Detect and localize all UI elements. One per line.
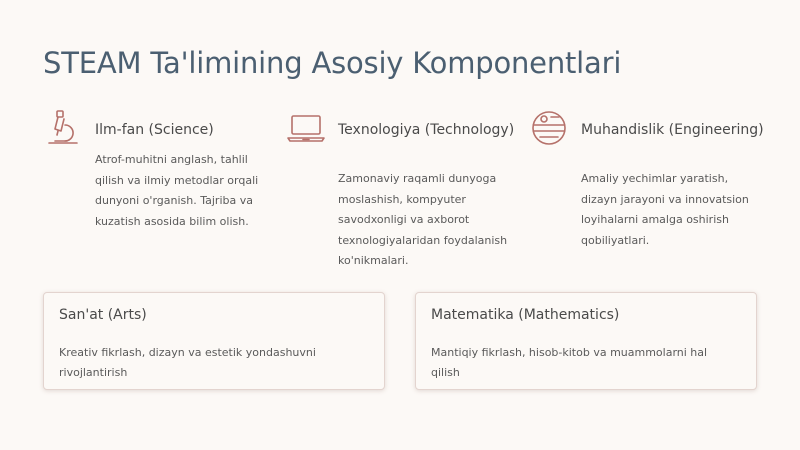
card-title: Matematika (Mathematics) (431, 307, 620, 323)
component-heading: Ilm-fan (Science) (95, 122, 214, 138)
card-description: Kreativ fikrlash, dizayn va estetik yondashuvni rivojlantirish (59, 346, 316, 379)
slide-title: STEAM Ta'limining Asosiy Komponentlari (43, 46, 622, 80)
laptop-icon (286, 108, 326, 148)
card-title: San'at (Arts) (59, 307, 147, 323)
component-heading: Muhandislik (Engineering) (581, 122, 764, 138)
component-description: Amaliy yechimlar yaratish, dizayn jarayoni va innovatsion loyihalarni amalga oshirish qobiliyatlari. (581, 172, 749, 247)
microscope-icon (43, 108, 83, 148)
component-heading: Texnologiya (Technology) (338, 122, 515, 138)
card-description: Mantiqiy fikrlash, hisob-kitob va muammolarni hal qilish (431, 346, 708, 379)
component-description: Atrof-muhitni anglash, tahlil qilish va ilmiy metodlar orqali dunyoni o'rganish. Tajriba va kuzatish asosida bilim olish. (95, 153, 259, 228)
engineering-robot-icon (529, 108, 569, 148)
card-mathematics (415, 292, 757, 390)
card-arts (43, 292, 385, 390)
component-description: Zamonaviy raqamli dunyoga moslashish, kompyuter savodxonligi va axborot texnologiyalaridan foydalanish ko'nikmalari. (338, 172, 508, 267)
